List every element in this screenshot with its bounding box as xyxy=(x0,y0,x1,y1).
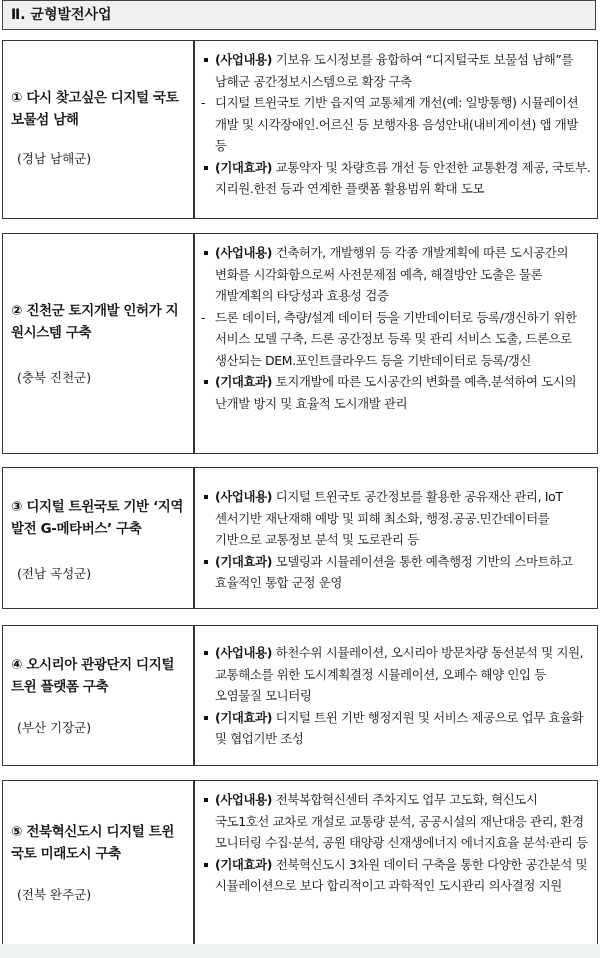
project-box-5 xyxy=(2,780,598,945)
expected-effect-text: 모델링과 시뮬레이션을 통한 예측행정 기반의 스마트하고 효율적인 통합 군정 운영 xyxy=(215,553,573,590)
project-region: (전남 곡성군) xyxy=(17,566,92,581)
project-content-cell xyxy=(199,486,591,594)
expected-effect-item xyxy=(199,371,591,414)
expected-effect-label: (기대효과) xyxy=(215,856,273,872)
project-box-4 xyxy=(2,625,598,766)
project-box-2 xyxy=(2,233,598,454)
expected-effect-text: 교통약자 및 차량흐름 개선 등 안전한 교통환경 제공, 국토부.지리원.한전 등과 연계한 플랫폼 활용범위 확대 도모 xyxy=(215,159,591,196)
business-content-item xyxy=(199,642,591,707)
business-content-text: 디지털 트윈국토 공간정보를 활용한 공유재산 관리, IoT 센서기반 재난재해 예방 및 피해 최소화, 행정.공공.민간데이터를 기반으로 교통정보 분석 및 도로관리 등 xyxy=(215,489,563,547)
project-title: ③ 디지털 트윈국토 기반 ‘지역발전 G-메타버스’ 구축 xyxy=(11,499,184,537)
project-content-cell xyxy=(199,789,591,897)
project-content-cell xyxy=(199,642,591,750)
expected-effect-label: (기대효과) xyxy=(215,709,273,725)
business-content-label: (사업내용) xyxy=(215,52,273,67)
business-content-label: (사업내용) xyxy=(215,245,273,260)
business-content-label: (사업내용) xyxy=(215,489,273,504)
business-content-label: (사업내용) xyxy=(215,645,273,660)
expected-effect-label: (기대효과) xyxy=(215,374,273,389)
dash-mark: - xyxy=(201,95,206,110)
expected-effect-item xyxy=(199,854,591,897)
business-content-item xyxy=(199,789,591,854)
project-box-3 xyxy=(2,467,598,609)
expected-effect-text: 디지털 트윈 기반 행정지원 및 서비스 제공으로 업무 효율화 및 협업기반 조성 xyxy=(215,709,584,746)
project-title: ① 다시 찾고싶은 디지털 국토 보물섬 남해 xyxy=(11,90,179,128)
project-region: (경남 남해군) xyxy=(17,151,92,166)
project-label-cell xyxy=(3,781,195,944)
business-content-text: 기보유 도시정보를 융합하여 “디지털국토 보물섬 남해”를 남해군 공간정보시스템으로 확장 구축 xyxy=(215,52,574,89)
business-content-text: 건축허가, 개발행위 등 각종 개발계획에 따른 도시공간의 변화를 시각화함으로써 사전문제점 예측, 해결방안 도출은 물론 개발계획의 타당성과 효용성 검증 xyxy=(215,245,569,303)
sub-item-text: 드론 데이터, 측량/설계 데이터 등을 기반데이터로 등록/갱신하기 위한 서비스 모델 구축, 드론 공간정보 등록 및 관리 서비스 도출, 드론으로 생산되는 DEM.포인트클라우드 등을 기반데이터로 등록/갱신 xyxy=(215,309,577,368)
project-label-cell xyxy=(3,468,195,608)
project-label-cell xyxy=(3,41,195,218)
business-content-text: 전북복합혁신센터 주차지도 업무 고도화, 혁신도시 국도1호선 교차로 개설로 교통량 분석, 공공시설의 재난대응 관리, 환경 모니터링 수집·분석, 공원 태양광 신재생에너지 에너지효율 분석·관리 등 xyxy=(215,792,588,850)
business-content-label: (사업내용) xyxy=(215,792,273,807)
expected-effect-text: 토지개발에 따른 도시공간의 변화를 예측.분석하여 도시의 난개발 방지 및 효율적 도시개발 관리 xyxy=(215,374,577,411)
project-title: ② 진천군 토지개발 인허가 지원시스템 구축 xyxy=(11,303,179,341)
expected-effect-label: (기대효과) xyxy=(215,553,273,569)
expected-effect-text: 전북혁신도시 3차원 데이터 구축을 통한 다양한 공간분석 및 시뮬레이션으로 보다 합리적이고 과학적인 도시관리 의사결정 지원 xyxy=(215,856,588,893)
project-region: (충북 진천군) xyxy=(17,370,92,385)
project-content-cell xyxy=(199,242,591,414)
project-label-cell xyxy=(3,234,195,453)
business-content-item xyxy=(199,49,591,92)
project-label-cell xyxy=(3,626,195,765)
sub-item xyxy=(199,307,591,372)
project-title: ⑤ 전북혁신도시 디지털 트윈국토 미래도시 구축 xyxy=(11,824,174,862)
project-region: (부산 기장군) xyxy=(17,720,92,735)
bottom-strip xyxy=(0,944,600,958)
project-box-1 xyxy=(2,40,598,219)
sub-item-text: 디지털 트윈국토 기반 읍지역 교통체계 개선(예: 일방통행) 시뮬레이션 개발 및 시각장애인.어르신 등 보행자용 음성안내(내비게이션) 앱 개발 등 xyxy=(215,95,579,153)
expected-effect-item xyxy=(199,707,591,750)
expected-effect-item xyxy=(199,551,591,594)
sub-item xyxy=(199,92,591,157)
project-content-cell xyxy=(199,49,591,200)
expected-effect-item xyxy=(199,157,591,200)
project-title: ④ 오시리아 관광단지 디지털 트윈 플랫폼 구축 xyxy=(11,657,174,695)
section-title: Ⅱ. 균형발전사업 xyxy=(2,0,596,30)
expected-effect-label: (기대효과) xyxy=(215,159,273,175)
business-content-text: 하천수위 시뮬레이션, 오시리아 방문차량 동선분석 및 지원, 교통해소를 위한 도시계획결정 시뮬레이션, 오폐수 해양 인입 등 오염물질 모니터링 xyxy=(215,645,584,703)
project-region: (전북 완주군) xyxy=(17,887,92,902)
dash-mark: - xyxy=(201,309,206,325)
business-content-item xyxy=(199,486,591,551)
business-content-item xyxy=(199,242,591,307)
